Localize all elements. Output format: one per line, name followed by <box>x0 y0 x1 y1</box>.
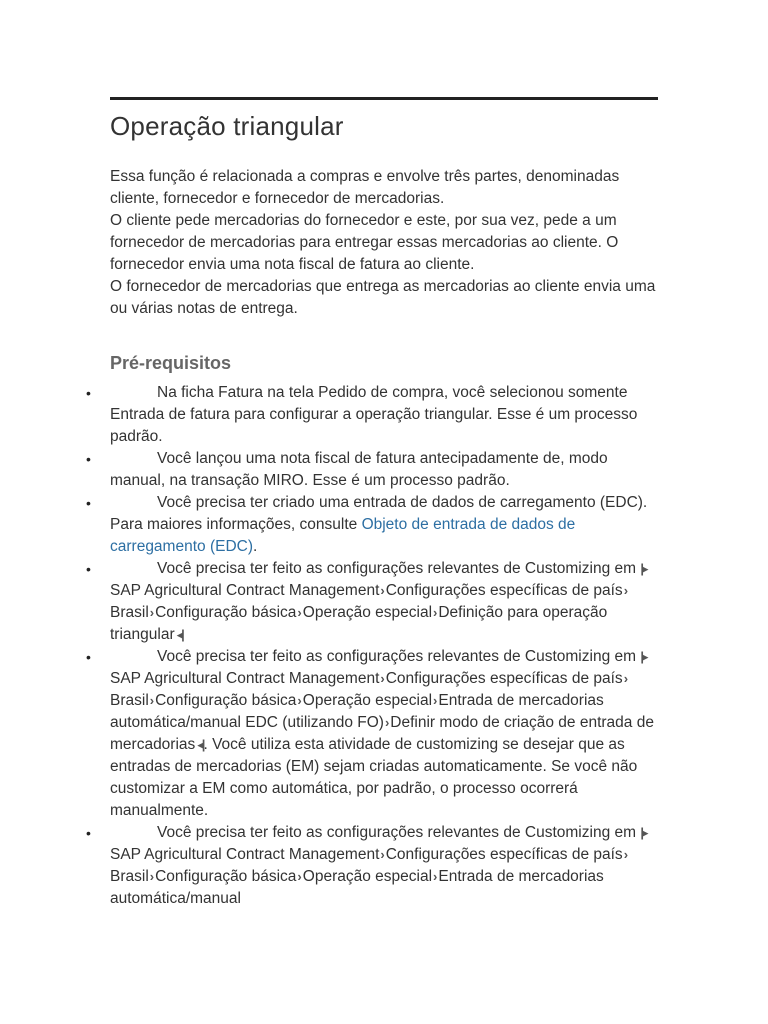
chevron-right-icon: › <box>149 605 155 620</box>
intro-paragraph-1: Essa função é relacionada a compras e envolve três partes, denominadas cliente, fornecedor e fornecedor de mercadorias. <box>110 168 620 207</box>
prereq-list <box>86 382 658 910</box>
path-start-icon: |▸ <box>640 825 647 840</box>
chevron-right-icon: › <box>384 715 390 730</box>
path-start-icon: |▸ <box>640 561 647 576</box>
chevron-right-icon: › <box>149 869 155 884</box>
prereq-heading: Pré-requisitos <box>110 353 232 373</box>
path-segment: Entrada de mercadorias automática/manual EDC (utilizando FO) <box>110 692 604 731</box>
list-item-text: Você precisa ter criado uma entrada de dados de carregamento (EDC). Para maiores informações, consulte <box>110 494 648 533</box>
bullet-icon: • <box>86 451 91 467</box>
path-segment: Definição para operação triangular <box>110 604 608 643</box>
intro-paragraph-2: O cliente pede mercadorias do fornecedor e este, por sua vez, pede a um fornecedor de mercadorias para entregar essas mercadorias ao cliente. O fornecedor envia uma nota fiscal de fatura ao cliente. <box>110 212 619 273</box>
path-end-icon: ◂| <box>197 737 204 752</box>
path-segment: Operação especial <box>302 868 433 885</box>
list-item <box>86 558 658 646</box>
bullet-icon: • <box>86 385 91 401</box>
bullet-icon: • <box>86 561 91 577</box>
path-segment: Brasil <box>110 604 149 621</box>
path-segment: Operação especial <box>302 604 433 621</box>
chevron-right-icon: › <box>380 847 385 862</box>
list-item-text: Na ficha Fatura na tela Pedido de compra, você selecionou somente Entrada de fatura para configurar a operação triangular. Esse é um processo padrão. <box>110 384 638 445</box>
chevron-right-icon: › <box>433 693 438 708</box>
path-segment: Brasil <box>110 692 149 709</box>
document-page <box>86 97 658 910</box>
intro-paragraph-3: O fornecedor de mercadorias que entrega as mercadorias ao cliente envia uma ou várias notas de entrega. <box>110 278 656 317</box>
path-segment: Configuração básica <box>155 692 297 709</box>
bullet-icon: • <box>86 649 91 665</box>
chevron-right-icon: › <box>433 605 438 620</box>
path-start-icon: |▸ <box>640 649 647 664</box>
path-segment: SAP Agricultural Contract Management <box>110 582 380 599</box>
top-rule <box>110 97 658 100</box>
path-segment: SAP Agricultural Contract Management <box>110 670 380 687</box>
chevron-right-icon: › <box>297 693 302 708</box>
list-item <box>86 646 658 822</box>
chevron-right-icon: › <box>297 605 302 620</box>
list-item <box>86 448 658 492</box>
path-segment: Operação especial <box>302 692 433 709</box>
chevron-right-icon: › <box>623 847 629 862</box>
path-segment: Configuração básica <box>155 868 297 885</box>
path-segment: Configurações específicas de país <box>385 670 623 687</box>
chevron-right-icon: › <box>380 671 385 686</box>
list-item <box>86 382 658 448</box>
path-segment: Configurações específicas de país <box>385 846 623 863</box>
list-item-text: Você precisa ter feito as configurações relevantes de Customizing em <box>157 824 641 841</box>
path-segment: SAP Agricultural Contract Management <box>110 846 380 863</box>
intro-section <box>110 166 658 320</box>
path-segment: Configuração básica <box>155 604 297 621</box>
path-segment: Definir modo de criação de entrada de mercadorias <box>110 714 654 753</box>
path-segment: Entrada de mercadorias automática/manual <box>110 868 604 907</box>
chevron-right-icon: › <box>297 869 302 884</box>
bullet-icon: • <box>86 495 91 511</box>
bullet-icon: • <box>86 825 91 841</box>
list-item <box>86 492 658 558</box>
path-segment: Brasil <box>110 868 149 885</box>
list-item-text: Você lançou uma nota fiscal de fatura antecipadamente de, modo manual, na transação MIRO. Esse é um processo padrão. <box>110 450 608 489</box>
list-item-text: Você precisa ter feito as configurações relevantes de Customizing em <box>157 648 641 665</box>
list-item-text: Você precisa ter feito as configurações relevantes de Customizing em <box>157 560 641 577</box>
page-title: Operação triangular <box>110 111 344 141</box>
list-item-text-end: . <box>253 538 258 555</box>
path-segment: Configurações específicas de país <box>385 582 623 599</box>
chevron-right-icon: › <box>380 583 385 598</box>
chevron-right-icon: › <box>149 693 155 708</box>
list-item-text-end: . Você utiliza esta atividade de customizing se desejar que as entradas de mercadorias (EM) sejam criadas automaticamente. Se você não customizar a EM como automática, por padrão, o processo ocorrerá manualmente. <box>110 736 638 819</box>
edc-object-link[interactable]: Objeto de entrada de dados de carregamento (EDC) <box>110 516 576 555</box>
chevron-right-icon: › <box>623 583 629 598</box>
chevron-right-icon: › <box>623 671 629 686</box>
chevron-right-icon: › <box>433 869 438 884</box>
list-item <box>86 822 658 910</box>
path-end-icon: ◂| <box>176 627 183 642</box>
